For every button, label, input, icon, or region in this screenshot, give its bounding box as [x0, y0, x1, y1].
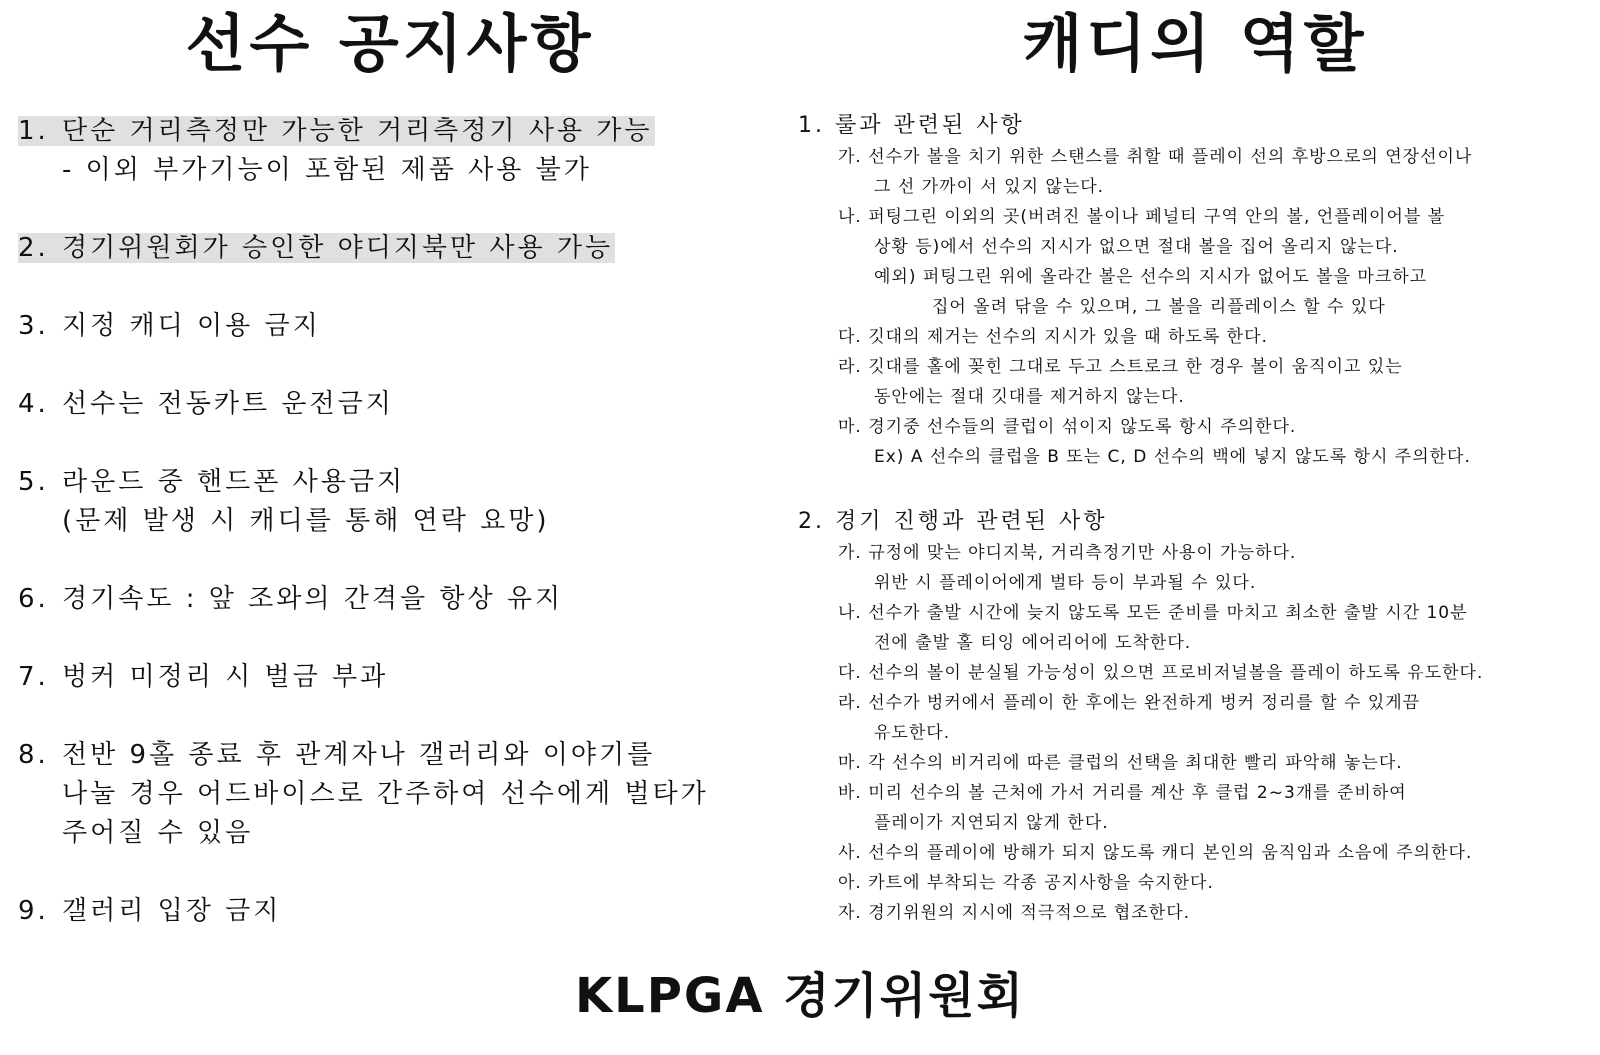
role-line: 자. 경기위원의 지시에 적극적으로 협조한다. — [838, 903, 1191, 923]
role-line: 나. 퍼팅그린 이외의 곳(버려진 볼이나 페널티 구역 안의 볼, 언플레이어블 볼 — [838, 207, 1446, 227]
notice-text: 갤러리 입장 금지 — [62, 896, 282, 926]
highlighted-text — [18, 116, 655, 146]
notice-number: 1. — [18, 116, 49, 146]
notice-item — [18, 736, 778, 853]
notice-number: 8. — [18, 740, 49, 770]
notice-number: 3. — [18, 311, 49, 341]
notice-number: 9. — [18, 896, 49, 926]
role-line: 나. 선수가 출발 시간에 늦지 않도록 모든 준비를 마치고 최소한 출발 시간 10분 — [838, 603, 1468, 623]
notice-item — [18, 385, 778, 424]
notice-text: 경기속도 : 앞 조와의 간격을 항상 유지 — [62, 584, 564, 614]
notice-item — [18, 658, 778, 697]
role-line: 가. 선수가 볼을 치기 위한 스탠스를 취할 때 플레이 선의 후방으로의 연장선이나 — [838, 147, 1473, 167]
notice-number: 5. — [18, 467, 49, 497]
notice-item — [18, 892, 778, 931]
notice-item — [18, 580, 778, 619]
notice-item — [18, 229, 778, 268]
organization-footer: KLPGA 경기위원회 — [574, 968, 1026, 1024]
notice-text: 전반 9홀 종료 후 관계자나 갤러리와 이야기를 — [62, 740, 656, 770]
section-heading: 2. 경기 진행과 관련된 사항 — [798, 509, 1108, 534]
role-line: 위반 시 플레이어에게 벌타 등이 부과될 수 있다. — [874, 573, 1257, 593]
role-line: 전에 출발 홀 티잉 에어리어에 도착한다. — [874, 633, 1192, 653]
role-line: Ex) A 선수의 클럽을 B 또는 C, D 선수의 백에 넣지 않도록 항시 주의한다. — [874, 447, 1471, 467]
role-line: 유도한다. — [874, 723, 951, 743]
role-line: 가. 규정에 맞는 야디지북, 거리측정기만 사용이 가능하다. — [838, 543, 1297, 563]
role-line: 바. 미리 선수의 볼 근처에 가서 거리를 계산 후 클럽 2~3개를 준비하여 — [838, 783, 1407, 803]
notice-item — [18, 463, 778, 541]
role-line: 집어 올려 닦을 수 있으며, 그 볼을 리플레이스 할 수 있다 — [932, 297, 1386, 317]
role-line: 아. 카트에 부착되는 각종 공지사항을 숙지한다. — [838, 873, 1214, 893]
role-line: 플레이가 지연되지 않게 한다. — [874, 813, 1109, 833]
role-line: 동안에는 절대 깃대를 제거하지 않는다. — [874, 387, 1185, 407]
notice-text: 주어질 수 있음 — [62, 818, 254, 848]
role-line: 라. 깃대를 홀에 꽂힌 그대로 두고 스트로크 한 경우 볼이 움직이고 있는 — [838, 357, 1403, 377]
role-line: 다. 깃대의 제거는 선수의 지시가 있을 때 하도록 한다. — [838, 327, 1268, 347]
notice-number: 7. — [18, 662, 49, 692]
role-line: 예외) 퍼팅그린 위에 올라간 볼은 선수의 지시가 없어도 볼을 마크하고 — [874, 267, 1428, 287]
section-heading: 1. 룰과 관련된 사항 — [798, 113, 1025, 138]
highlighted-text — [18, 233, 615, 263]
player-notices-list — [18, 112, 778, 931]
notice-text: (문제 발생 시 캐디를 통해 연락 요망) — [62, 506, 550, 536]
notice-text: - 이외 부가기능이 포함된 제품 사용 불가 — [62, 155, 592, 185]
notice-number: 4. — [18, 389, 49, 419]
notice-text: 나눌 경우 어드바이스로 간주하여 선수에게 벌타가 — [62, 779, 709, 809]
notice-text: 지정 캐디 이용 금지 — [62, 311, 321, 341]
role-line: 라. 선수가 벙커에서 플레이 한 후에는 완전하게 벙커 정리를 할 수 있게끔 — [838, 693, 1421, 713]
role-line: 상황 등)에서 선수의 지시가 없으면 절대 볼을 집어 올리지 않는다. — [874, 237, 1399, 257]
role-line: 마. 각 선수의 비거리에 따른 클럽의 선택을 최대한 빨리 파악해 놓는다. — [838, 753, 1403, 773]
notice-text: 선수는 전동카트 운전금지 — [62, 389, 394, 419]
player-notices-title: 선수 공지사항 — [185, 7, 595, 80]
role-line: 사. 선수의 플레이에 방해가 되지 않도록 캐디 본인의 움직임과 소음에 주의한다. — [838, 843, 1473, 863]
notice-text: 라운드 중 핸드폰 사용금지 — [62, 467, 406, 497]
notice-text: 벙커 미정리 시 벌금 부과 — [62, 662, 389, 692]
notice-item — [18, 307, 778, 346]
notice-text: 경기위원회가 승인한 야디지북만 사용 가능 — [62, 233, 614, 263]
caddie-role-list — [798, 110, 1588, 928]
notice-number: 2. — [18, 233, 49, 263]
notice-text: 단순 거리측정만 가능한 거리측정기 사용 가능 — [62, 116, 653, 146]
caddie-role-title: 캐디의 역할 — [1022, 7, 1368, 80]
role-line: 그 선 가까이 서 있지 않는다. — [874, 177, 1105, 197]
notice-number: 6. — [18, 584, 49, 614]
role-line: 다. 선수의 볼이 분실될 가능성이 있으면 프로비저널볼을 플레이 하도록 유도한다. — [838, 663, 1484, 683]
role-line: 마. 경기중 선수들의 클럽이 섞이지 않도록 항시 주의한다. — [838, 417, 1297, 437]
notice-item — [18, 112, 778, 190]
